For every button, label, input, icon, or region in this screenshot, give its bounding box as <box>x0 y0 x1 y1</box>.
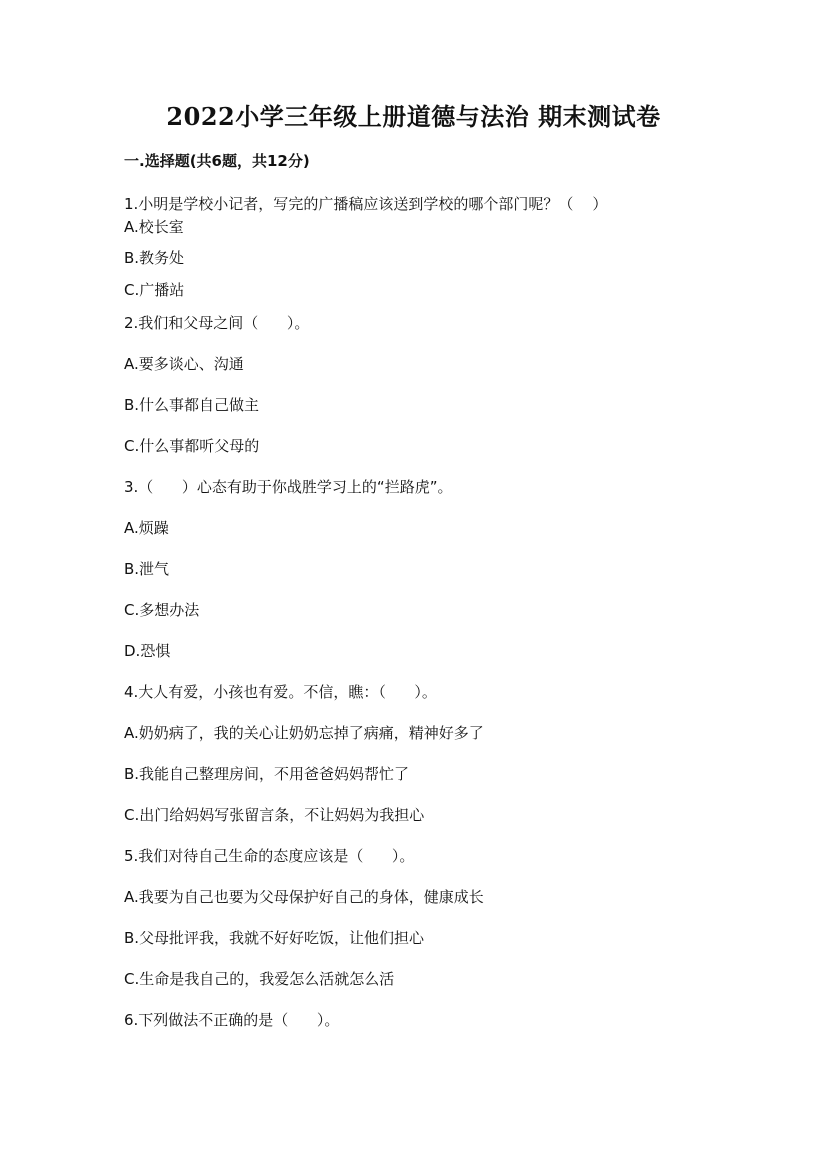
section-heading: 一.选择题(共6题，共12分) <box>124 152 310 170</box>
question-1-option-b: B.教务处 <box>124 249 185 267</box>
question-3-option-d: D.恐惧 <box>124 642 171 660</box>
question-1-option-c: C.广播站 <box>124 281 185 299</box>
question-1-option-a: A.校长室 <box>124 218 184 236</box>
question-6-stem: 6.下列做法不正确的是（ ）。 <box>124 1011 340 1029</box>
question-5-stem: 5.我们对待自己生命的态度应该是（ ）。 <box>124 847 415 865</box>
question-5-option-c: C.生命是我自己的，我爱怎么活就怎么活 <box>124 970 395 988</box>
question-3-option-a: A.烦躁 <box>124 519 169 537</box>
question-2-option-c: C.什么事都听父母的 <box>124 437 260 455</box>
question-3-option-b: B.泄气 <box>124 560 170 578</box>
page-title: 2022小学三年级上册道德与法治 期末测试卷 <box>166 102 661 131</box>
question-2-option-a: A.要多谈心、沟通 <box>124 355 244 373</box>
question-4-option-c: C.出门给妈妈写张留言条，不让妈妈为我担心 <box>124 806 425 824</box>
question-4-option-b: B.我能自己整理房间，不用爸爸妈妈帮忙了 <box>124 765 410 783</box>
question-3-option-c: C.多想办法 <box>124 601 200 619</box>
question-1-stem: 1.小明是学校小记者，写完的广播稿应该送到学校的哪个部门呢？（ ） <box>124 195 608 213</box>
question-5-option-a: A.我要为自己也要为父母保护好自己的身体，健康成长 <box>124 888 484 906</box>
question-5-option-b: B.父母批评我，我就不好好吃饭，让他们担心 <box>124 929 425 947</box>
question-4-stem: 4.大人有爱，小孩也有爱。不信，瞧：（ ）。 <box>124 683 437 701</box>
question-3-stem: 3.（ ）心态有助于你战胜学习上的“拦路虎”。 <box>124 478 453 496</box>
question-4-option-a: A.奶奶病了，我的关心让奶奶忘掉了病痛，精神好多了 <box>124 724 484 742</box>
question-2-stem: 2.我们和父母之间（ ）。 <box>124 314 310 332</box>
question-2-option-b: B.什么事都自己做主 <box>124 396 260 414</box>
